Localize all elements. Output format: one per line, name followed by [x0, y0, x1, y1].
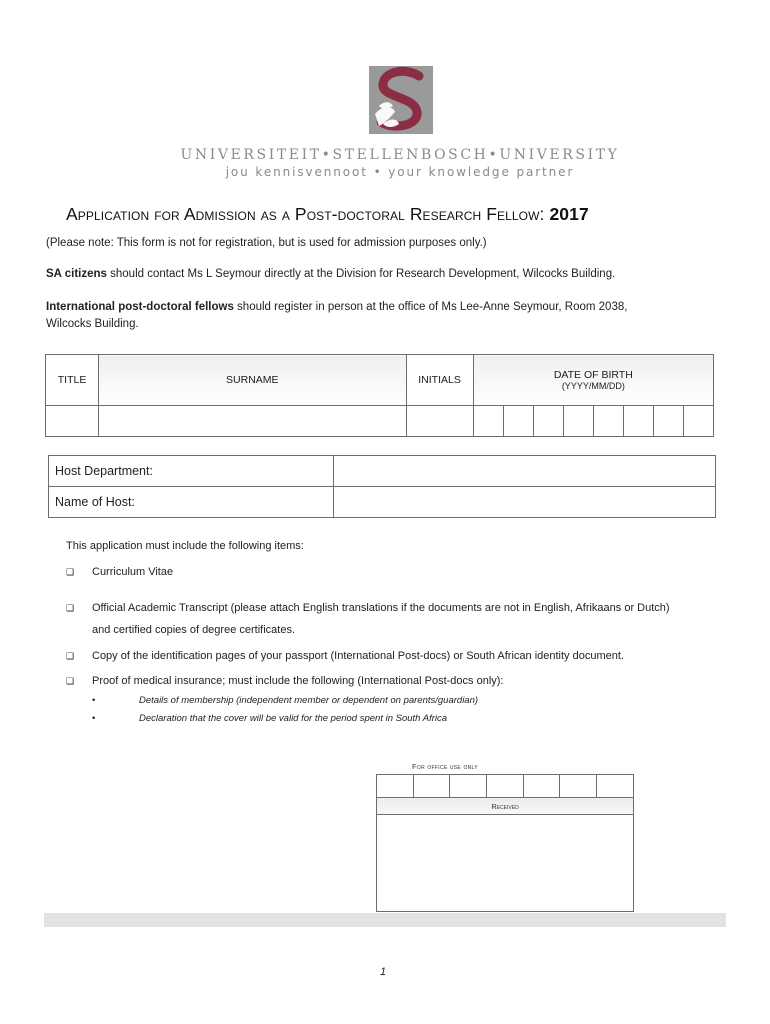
dob-digit-field[interactable] [533, 406, 563, 437]
title-field[interactable] [46, 406, 99, 437]
sub-list-item-text: Declaration that the cover will be valid for the period spent in South Africa [139, 713, 448, 724]
stellenbosch-crest-icon [369, 66, 433, 134]
office-use-label: For office use only [412, 762, 478, 771]
sub-list-item [92, 695, 478, 706]
bullet-icon: • [92, 713, 96, 724]
list-item-text: Curriculum Vitae [92, 566, 174, 578]
university-name: UNIVERSITEIT•STELLENBOSCH•UNIVERSITY [180, 147, 620, 163]
checkbox-icon[interactable]: ❑ [66, 651, 75, 661]
host-department-field[interactable] [334, 456, 716, 487]
dob-header [473, 355, 713, 406]
dob-digit-field[interactable] [593, 406, 623, 437]
university-motto: jou kennisvennoot • your knowledge partner [225, 165, 575, 179]
dob-format: (YYYY/MM/DD) [561, 381, 625, 391]
initials-header: INITIALS [406, 355, 473, 406]
title-header: TITLE [46, 355, 99, 406]
international-label: International post-doctoral fellows [46, 301, 234, 313]
dob-digit-field[interactable] [473, 406, 503, 437]
office-cell [450, 775, 487, 798]
requirements-intro: This application must include the following items: [66, 540, 304, 552]
dob-digit-field[interactable] [623, 406, 653, 437]
office-cell [413, 775, 450, 798]
list-item [66, 597, 722, 619]
sa-citizens-note [46, 266, 615, 283]
surname-field[interactable] [99, 406, 406, 437]
personal-details-table [45, 354, 714, 437]
office-cell [596, 775, 633, 798]
page-number: 1 [380, 966, 387, 978]
host-name-label: Name of Host: [49, 487, 334, 518]
bullet-icon: • [92, 695, 96, 706]
title-text: Application for Admission as a Post-doctoral Research Fellow: [66, 204, 545, 224]
received-stamp-area [377, 815, 634, 912]
office-cell [377, 775, 414, 798]
office-cell [560, 775, 597, 798]
list-item [66, 670, 722, 692]
sa-citizens-text: should contact Ms L Seymour directly at the Division for Research Development, Wilcocks Building. [106, 268, 616, 280]
dob-digit-field[interactable] [683, 406, 713, 437]
office-cell [523, 775, 560, 798]
title-year: 2017 [549, 204, 589, 224]
host-department-label: Host Department: [49, 456, 334, 487]
list-item-text: Proof of medical insurance; must include the following (International Post-docs only): [92, 675, 504, 687]
surname-header: SURNAME [99, 355, 406, 406]
international-text: should register in person at the office of Ms Lee-Anne Seymour, Room 2038, [233, 301, 628, 313]
checkbox-icon[interactable]: ❑ [66, 603, 75, 613]
international-note [46, 299, 627, 333]
list-item-text: Copy of the identification pages of your passport (International Post-docs) or South African identity document. [92, 650, 624, 662]
checkbox-icon[interactable]: ❑ [66, 676, 75, 686]
dob-digit-field[interactable] [503, 406, 533, 437]
sub-list-item [92, 713, 447, 724]
host-table [48, 455, 716, 518]
footer-divider [44, 913, 726, 927]
sa-citizens-label: SA citizens [46, 268, 107, 280]
received-label: Received [377, 798, 634, 815]
initials-field[interactable] [406, 406, 473, 437]
sub-list-item-text: Details of membership (independent member or dependent on parents/guardian) [139, 695, 479, 706]
registration-note: (Please note: This form is not for registration, but is used for admission purposes only.) [46, 237, 487, 249]
list-item-continuation: and certified copies of degree certificates. [92, 624, 296, 636]
page-title [66, 204, 589, 225]
checkbox-icon[interactable]: ❑ [66, 567, 75, 577]
list-item-text: Official Academic Transcript (please attach English translations if the documents are not in English, Afrikaans or Dutch) [92, 602, 670, 614]
dob-label: DATE OF BIRTH [553, 369, 633, 381]
list-item [66, 561, 722, 583]
list-item [66, 645, 722, 667]
international-text-line2: Wilcocks Building. [46, 318, 139, 330]
office-use-table [376, 774, 634, 912]
dob-digit-field[interactable] [653, 406, 683, 437]
dob-digit-field[interactable] [563, 406, 593, 437]
office-cell [486, 775, 523, 798]
host-name-field[interactable] [334, 487, 716, 518]
